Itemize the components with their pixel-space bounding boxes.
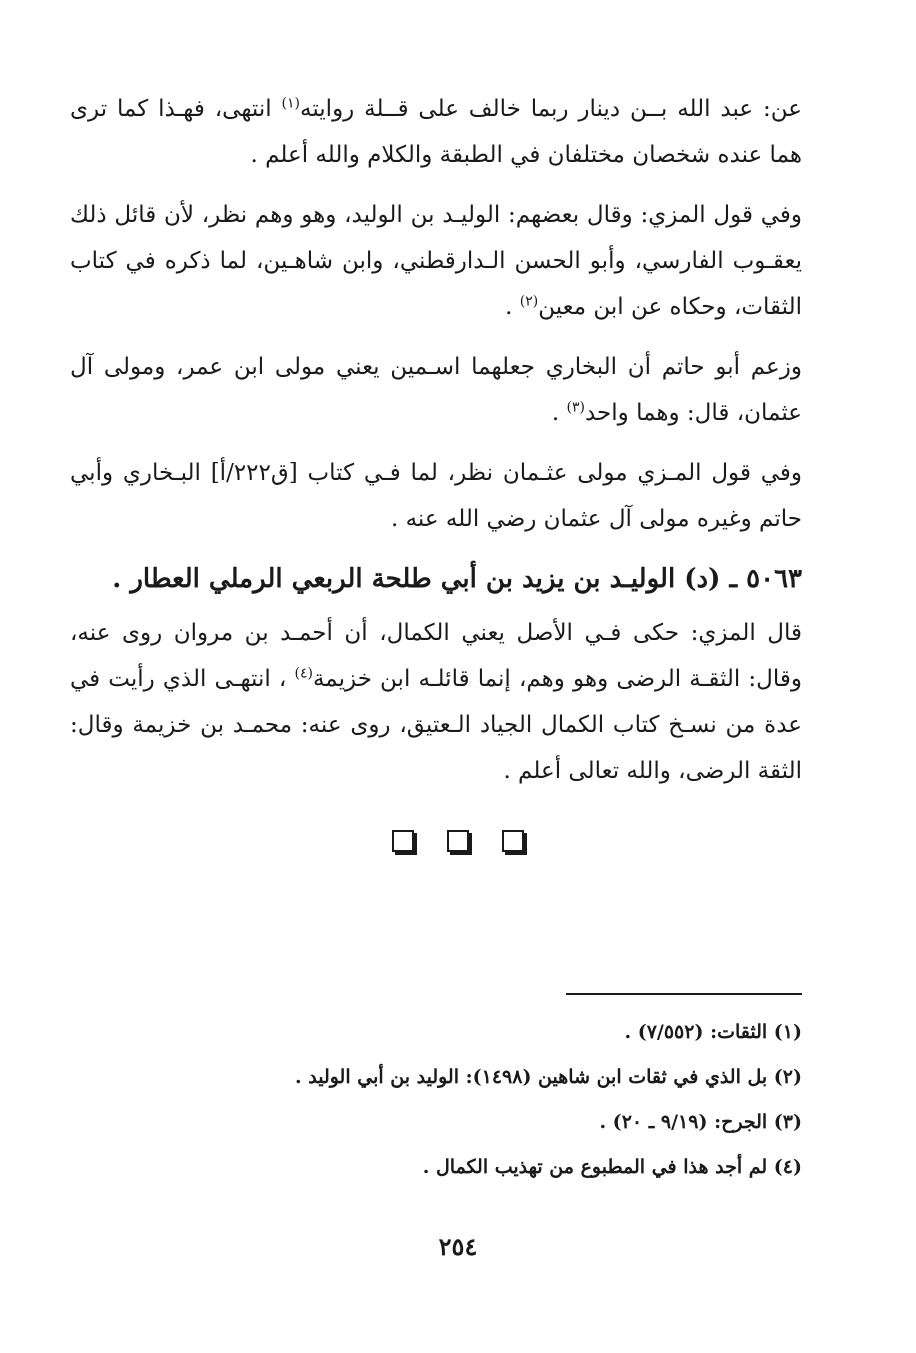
footnote-1: (١) الثقات: (٧/٥٥٢) . [624, 1021, 802, 1043]
footnote-3: (٣) الجرح: (٩/١٩ ـ ٢٠) . [599, 1111, 802, 1133]
paragraph-3-text-b: . [551, 400, 567, 426]
main-text [70, 86, 802, 808]
footnote-ref-3: (٣) [566, 399, 585, 416]
paragraph-1-text-a: عن: عبد الله بــن دينار ربما خالف على قــلة روايته [300, 96, 802, 122]
paragraph-3-text-a: وزعم أبو حاتم أن البخاري جعلهما اسـمين يعني مولى ابن عمر، ومولى آل عثمان، قال: وهما واحد [70, 354, 802, 426]
paragraph-5 [70, 610, 802, 794]
footnote-2: (٢) بل الذي في ثقات ابن شاهين (١٤٩٨): الوليد بن أبي الوليد . [295, 1066, 802, 1088]
paragraph-4-text: وفي قول المـزي مولى عثـمان نظر، لما فـي كتاب [ق٢٢٢/أ] البـخاري وأبي حاتم وغيره مولى آل عثمان رضي الله عنه . [70, 460, 803, 532]
paragraph-1-text-b: انتهى، فهـذا كما ترى هما عنده شخصان مختلفان في الطبقة والكلام والله أعلم . [70, 96, 802, 168]
footnote-ref-1: (١) [281, 95, 300, 112]
paragraph-1 [70, 86, 802, 178]
entry-heading: ٥٠٦٣ ـ (د) الوليـد بن يزيد بن أبي طلحة الربعي الرملي العطار . [112, 564, 802, 594]
paragraph-2-text-b: . [505, 294, 520, 320]
square-ornament-icon [502, 830, 524, 852]
page-number: ٢٥٤ [438, 1232, 478, 1261]
paragraph-5-text-b: ، انتهـى الذي رأيت في عدة من نسـخ كتاب الكمال الجياد الـعتيق، روى عنه: محمـد بن خزيمة وقال: الثقة الرضى، والله تعالى أعلم . [70, 666, 802, 784]
footnote-ref-2: (٢) [519, 293, 539, 310]
section-divider-ornaments [0, 830, 916, 856]
footnote-ref-4: (٤) [294, 665, 313, 682]
paragraph-5-text-a: قال المزي: حكى فـي الأصل يعني الكمال، أن أحمـد بن مروان روى عنه، وقال: الثقـة الرضى وهو وهم، إنما قائلـه ابن خزيمة [70, 620, 802, 692]
footnote-separator-rule [566, 993, 802, 995]
paragraph-3 [70, 344, 802, 436]
paragraph-2 [70, 192, 802, 330]
footnotes [70, 1010, 802, 1190]
footnote-4: (٤) لم أجد هذا في المطبوع من تهذيب الكمال . [422, 1156, 802, 1178]
square-ornament-icon [392, 830, 414, 852]
paragraph-4 [70, 450, 802, 542]
paragraph-2-text-a: وفي قول المزي: وقال بعضهم: الوليـد بن الوليد، وهو وهم نظر، لأن قائل ذلك يعقـوب الفارسي، وأبو الحسن الـدارقطني، وابن شاهـين، لما ذكره في كتاب الثقات، وحكاه عن ابن معين [70, 202, 802, 320]
square-ornament-icon [447, 830, 469, 852]
